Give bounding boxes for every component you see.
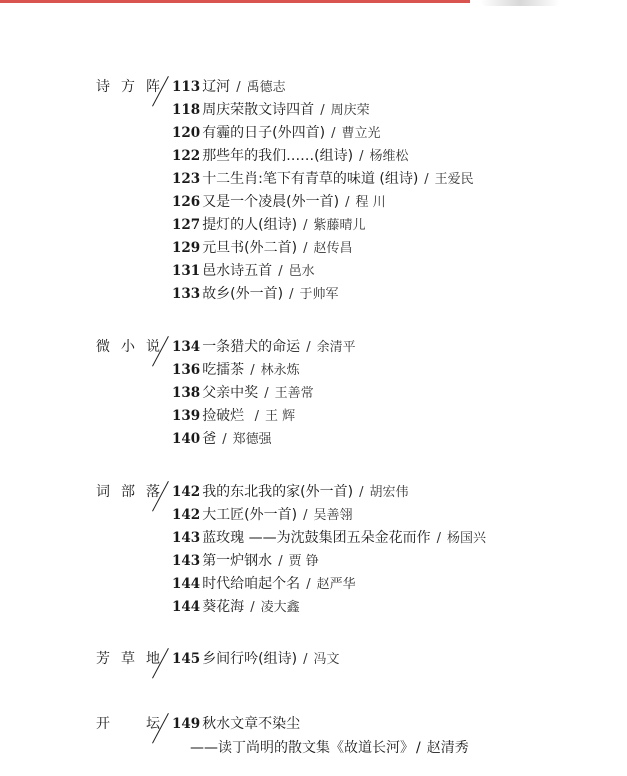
- entry-title: 秋水文章不染尘: [202, 716, 301, 732]
- page-number: 142: [172, 507, 201, 523]
- separator-slash: /: [345, 195, 350, 210]
- section-label: [96, 481, 160, 503]
- toc-entry[interactable]: [172, 428, 272, 450]
- toc-entry[interactable]: [172, 648, 340, 670]
- entry-title: 爸: [202, 431, 217, 447]
- separator-slash: /: [250, 600, 255, 615]
- section-label-char: 方: [121, 79, 135, 95]
- entry-author: 杨维松: [369, 149, 409, 164]
- entry-title: 一条猎犬的命运: [202, 339, 301, 355]
- entry-author: 赵严华: [316, 577, 356, 592]
- page-number: 127: [172, 217, 201, 233]
- page-number: 131: [172, 263, 201, 279]
- top-page-shadow: [480, 0, 560, 6]
- separator-slash: /: [264, 386, 269, 401]
- page-number: 138: [172, 385, 201, 401]
- section-label: [96, 648, 160, 670]
- toc-entry[interactable]: [172, 550, 319, 572]
- section-label: [96, 336, 160, 358]
- section-label-char: 小: [121, 339, 135, 355]
- toc-entry[interactable]: [172, 382, 314, 404]
- separator-slash: /: [436, 531, 442, 546]
- page-number: 133: [172, 286, 201, 302]
- subtitle-author: 赵清秀: [426, 740, 469, 756]
- page-number: 136: [172, 362, 201, 378]
- entry-subtitle: [190, 737, 469, 759]
- separator-slash: /: [306, 577, 311, 592]
- page-number: 120: [172, 125, 201, 141]
- page-number: 122: [172, 148, 201, 164]
- toc-entry[interactable]: [172, 191, 386, 213]
- entry-title: 我的东北我的家(外一首): [202, 484, 354, 500]
- separator-slash: /: [416, 740, 421, 756]
- entry-title: 蓝玫瑰 ——为沈鼓集团五朵金花而作: [202, 530, 431, 546]
- toc-entry[interactable]: [172, 573, 356, 595]
- entry-author: 周庆荣: [330, 103, 370, 118]
- section-label-char: 芳: [96, 651, 110, 667]
- entry-title: 十二生肖:笔下有青草的味道 (组诗): [202, 171, 419, 187]
- entry-title: 大工匠(外一首): [202, 507, 298, 523]
- entry-title: 周庆荣散文诗四首: [202, 102, 315, 118]
- section-label-char: 阵: [146, 79, 160, 95]
- page-number: 129: [172, 240, 201, 256]
- entry-author: 王善常: [274, 386, 314, 401]
- entry-author: 杨国兴: [447, 531, 487, 546]
- section-label-char: 诗: [96, 79, 110, 95]
- entry-title: 父亲中奖: [202, 385, 259, 401]
- page-number: 144: [172, 576, 201, 592]
- entry-author: 王 辉: [265, 409, 296, 424]
- separator-slash: /: [306, 340, 311, 355]
- toc-entry[interactable]: [172, 283, 339, 305]
- section-label-char: 开: [96, 716, 110, 732]
- entry-title: 提灯的人(组诗): [202, 217, 298, 233]
- entry-author: 王爱民: [434, 172, 474, 187]
- toc-entry[interactable]: [172, 405, 295, 427]
- entry-author: 林永炼: [260, 363, 300, 378]
- section-label-char: 说: [146, 339, 160, 355]
- entry-title: 元旦书(外二首): [202, 240, 298, 256]
- section-label-char: 草: [121, 651, 135, 667]
- page-number: 143: [172, 553, 201, 569]
- toc-entry[interactable]: [172, 99, 370, 121]
- top-accent-bar: [0, 0, 470, 3]
- toc-entry[interactable]: [172, 76, 286, 98]
- toc-entry[interactable]: [172, 504, 353, 526]
- toc-entry[interactable]: [172, 214, 366, 236]
- entry-title: 吃擂茶: [202, 362, 245, 378]
- separator-slash: /: [278, 264, 283, 279]
- entry-title: 有霾的日子(外四首): [202, 125, 326, 141]
- entry-author: 胡宏伟: [369, 485, 409, 500]
- toc-entry[interactable]: [172, 596, 300, 618]
- toc-entry[interactable]: [172, 260, 315, 282]
- section-label-char: 地: [146, 651, 160, 667]
- separator-slash: /: [303, 241, 308, 256]
- page-number: 123: [172, 171, 201, 187]
- separator-slash: /: [303, 218, 308, 233]
- entry-author: 于帅军: [299, 287, 339, 302]
- separator-slash: /: [359, 149, 364, 164]
- section-label-char: 落: [146, 484, 160, 500]
- entry-author: 邑水: [288, 264, 315, 279]
- page-number: 143: [172, 530, 201, 546]
- subtitle-text: ——读丁尚明的散文集《故道长河》: [190, 740, 414, 756]
- page-number: 139: [172, 408, 201, 424]
- page-number: 118: [172, 102, 201, 118]
- entry-title: 葵花海: [202, 599, 245, 615]
- entry-author: 郑德强: [232, 432, 272, 447]
- entry-author: 禹德志: [246, 80, 286, 95]
- section-label-char: 词: [96, 484, 110, 500]
- entry-title: 那些年的我们……(组诗): [202, 148, 354, 164]
- separator-slash: /: [320, 103, 325, 118]
- entry-title: 乡间行吟(组诗): [202, 651, 298, 667]
- toc-entry[interactable]: [172, 145, 409, 167]
- separator-slash: /: [303, 652, 308, 667]
- entry-author: 曹立光: [341, 126, 381, 141]
- page-number: 145: [172, 651, 201, 667]
- page-number: 140: [172, 431, 201, 447]
- section-label: [96, 713, 160, 735]
- page-number: 126: [172, 194, 201, 210]
- separator-slash: /: [222, 432, 227, 447]
- page-number: 142: [172, 484, 201, 500]
- toc-entry[interactable]: [172, 359, 300, 381]
- page-number: 149: [172, 716, 201, 732]
- entry-title: 故乡(外一首): [202, 286, 284, 302]
- toc-entry[interactable]: [172, 122, 381, 144]
- toc-entry[interactable]: [172, 481, 409, 503]
- section-label-char: 部: [121, 484, 135, 500]
- entry-title: 捡破烂: [202, 408, 249, 424]
- page-number: 144: [172, 599, 201, 615]
- entry-title: 第一炉钢水: [202, 553, 273, 569]
- toc-entry[interactable]: [172, 168, 474, 190]
- entry-author: 程 川: [355, 195, 386, 210]
- section-label-char: 微: [96, 339, 110, 355]
- entry-author: 吴善翎: [313, 508, 353, 523]
- separator-slash: /: [303, 508, 308, 523]
- separator-slash: /: [278, 554, 283, 569]
- separator-slash: /: [250, 363, 255, 378]
- separator-slash: /: [254, 409, 260, 424]
- entry-title: 又是一个凌晨(外一首): [202, 194, 340, 210]
- toc-entry[interactable]: [172, 237, 353, 259]
- separator-slash: /: [331, 126, 336, 141]
- separator-slash: /: [424, 172, 429, 187]
- entry-author: 冯文: [313, 652, 340, 667]
- entry-title: 辽河: [202, 79, 231, 95]
- toc-entry[interactable]: [172, 713, 300, 735]
- toc-entry[interactable]: [172, 336, 356, 358]
- entry-author: 赵传昌: [313, 241, 353, 256]
- section-label: [96, 76, 160, 98]
- section-label-char: 坛: [146, 716, 160, 732]
- entry-title: 时代给咱起个名: [202, 576, 301, 592]
- entry-author: 紫藤晴儿: [313, 218, 366, 233]
- entry-author: 凌大鑫: [260, 600, 300, 615]
- entry-author: 余清平: [316, 340, 356, 355]
- page-number: 134: [172, 339, 201, 355]
- separator-slash: /: [236, 80, 241, 95]
- separator-slash: /: [289, 287, 294, 302]
- toc-entry[interactable]: [172, 527, 486, 549]
- entry-title: 邑水诗五首: [202, 263, 273, 279]
- page-number: 113: [172, 79, 201, 95]
- entry-author: 贾 铮: [288, 554, 319, 569]
- separator-slash: /: [359, 485, 364, 500]
